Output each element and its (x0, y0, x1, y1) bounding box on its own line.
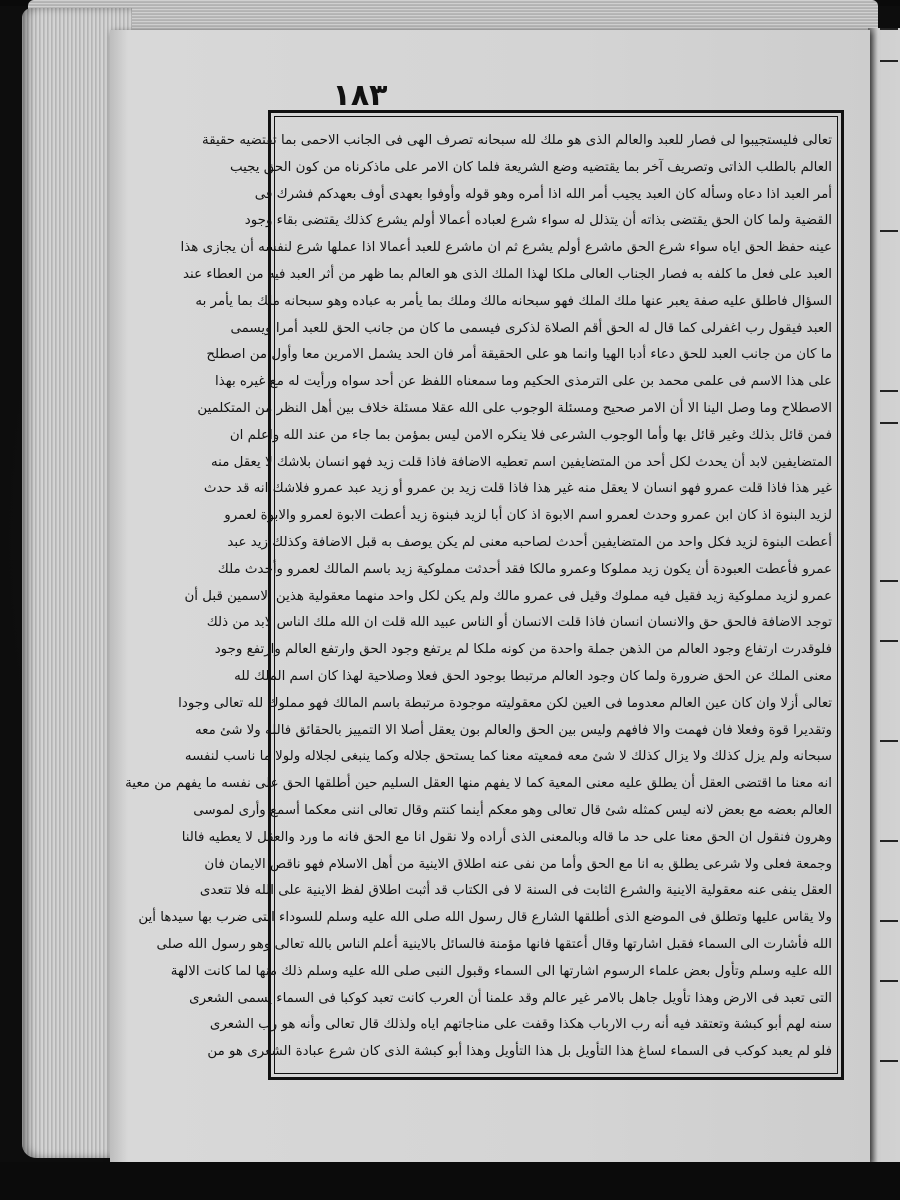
text-line: العالم بالطلب الذاتى وتصريف آخر بما يقتضيه وضع الشريعة فلما كان الامر على ماذكرناه من كون الحق يجيب (229, 159, 832, 175)
text-line: على هذا الاسم فى علمى محمد بن على الترمذى الحكيم وما سمعناه اللفظ عن أحد سواه ورأيت له مع غيره بهذا (215, 374, 832, 390)
text-line: العقل ينفى عنه معقولية الاينية والشرع الثابت فى السنة لا فى الكتاب قد أثبت اطلاق لفظ الاينية على الله فلا تتعدى (199, 883, 832, 899)
text-line: السؤال فاطلق عليه صفة يعبر عنها ملك الملك فهو سبحانه مالك وملك بما يأمر به عباده وهو سبحانه ملك بما يأمر به (195, 293, 832, 309)
text-line: الاصطلاح وما وصل الينا الا أن الامر صحيح ومسئلة الوجوب على الله عقلا مسئلة خلاف بين أهل النظر من المتكلمين (197, 401, 832, 416)
text-line: فلوقدرت ارتفاع وجود العالم من الذهن جملة واحدة من كونه ملكا لم يرتفع وجود الحق وارتفع العالم وارتفع وجود (214, 642, 832, 658)
book-top-edge (28, 0, 878, 30)
text-line: العالم بعضه مع بعض لانه ليس كمثله شئ قال تعالى وهو معكم أينما كنتم وقال تعالى اننى معكما أسمع وأرى لموسى (193, 803, 832, 818)
facing-page-mark (880, 230, 898, 232)
text-line: فلو لم يعبد كوكب فى السماء لساغ هذا التأويل بل هذا التأويل وهذا أبو كبشة الذى كان شرع عبادة الشعرى هو من (207, 1044, 832, 1060)
text-line: ما كان من جانب العبد للحق دعاء أدبا الهيا وانما هو على الحقيقة أمر فان الحد يشمل الامرين معا وأول من اصطلح (206, 347, 832, 363)
text-line: فمن قائل بذلك وغير قائل بها وأما الوجوب الشرعى فلا ينكره الامن ليس بمؤمن بما جاء من عند الله واعلم ان (229, 427, 832, 443)
scan-bottom-edge (0, 1162, 900, 1200)
text-line: وهرون فنقول ان الحق معنا على حد ما قاله وبالمعنى الذى أراده ولا نقول انا مع الحق فانه ما ورد والعقل لا يعطيه فالنا (181, 829, 832, 845)
text-line: ولا يقاس عليها وتطلق فى الموضع الذى أطلقها الشارع قال رسول الله صلى الله عليه وسلم للسوداء التى ضرب بها سيدها أين (138, 910, 832, 926)
text-line: أمر العبد اذا دعاه وسأله كان العبد يجيب أمر الله اذا أمره وهو قوله وأوفوا بعهدى أوف بعهدكم فشرك فى (254, 186, 832, 202)
facing-page-mark (880, 920, 898, 922)
facing-page-mark (880, 1060, 898, 1062)
text-line: سبحانه ولم يزل كذلك ولا يزال كذلك لا شئ معه فمعيته معنا كما يستحق جلاله وكما ينبغى لجلاله ولولا ما ناسب لنفسه (184, 749, 832, 765)
text-line: توجد الاضافة فالحق حق والانسان انسان فاذا قلت الانسان أو الناس عبيد الله قلت ان الله ملك الناس لابد من ذلك (206, 615, 832, 631)
text-line: الله عليه وسلم وتأول بعض علماء الرسوم اشارتها الى السماء وقبول النبى صلى الله عليه وسلم ذلك منها لما كانت الالهة (170, 963, 832, 979)
facing-page-mark (880, 28, 898, 30)
text-line: الله فأشارت الى السماء فقبل اشارتها وقال أعتقها فانها مؤمنة فالسائل بالاينية أعلم الناس بالله تعالى وهو رسول الله صلى (156, 937, 832, 952)
text-line: تعالى فليستجيبوا لى فصار للعبد والعالم الذى هو ملك لله سبحانه تصرف الهى فى الجانب الاحمى بما تقتضيه حقيقة (202, 133, 832, 148)
text-line: سنه لهم أبو كبشة وتعتقد فيه أنه رب الارباب هكذا وقفت على مناجاتهم اياه ولذلك قال تعالى وأنه هو رب الشعرى (209, 1017, 832, 1033)
text-line: لزيد البنوة اذ كان ابن عمرو وحدث لعمرو اسم الابوة اذ كان أبا لزيد فبنوة زيد أعطت الابوة لعمرو والابوة لعمرو (224, 508, 832, 524)
facing-page-mark (880, 740, 898, 742)
text-line: القضية ولما كان الحق يقتضى بذاته أن يتذلل له سواء شرع لعباده أعمالا أولم يشرع كذلك يقتضى بقاء وجود (244, 213, 832, 229)
facing-page-mark (880, 422, 898, 424)
text-line: المتضايفين لابد أن يحدث لكل أحد من المتضايفين اسم تعطيه الاضافة فاذا قلت زيد فهو انسان بلاشك لا يعقل منه (210, 454, 832, 470)
text-line: العبد فيقول رب اغفرلى كما قال له الحق أقم الصلاة لذكرى فيسمى ما كان من جانب الحق للعبد أمرا ويسمى (230, 320, 832, 336)
text-line: غير هذا فاذا قلت عمرو فهو انسان لا يعقل منه غير هذا فاذا قلت زيد بن عمرو أو زيد عبد عمرو فلاشك انه قد حدث (203, 481, 832, 497)
facing-page-text-marks (874, 20, 900, 1120)
text-line: العبد على فعل ما كلفه به فصار الجناب العالى ملكا لهذا الملك الذى هو العالم بما ظهر من أثر العبد فيه من العطاء عند (183, 267, 832, 282)
text-line: وجمعة فعلى ولا شرعى يطلق به انا مع الحق وأما من نفى عنه اطلاق الاينية من أهل الاسلام فهو ناقص الايمان فان (204, 856, 832, 872)
text-line: التى تعبد فى الارض وهذا تأويل جاهل بالامر غير عالم وقد علمنا أن العرب كانت تعبد كوكبا فى السماء يسمى الشعرى (189, 990, 832, 1006)
arabic-text-block (125, 122, 832, 1072)
text-line: عينه حفظ الحق اياه سواء شرع الحق ماشرع أولم يشرع ثم ان ماشرع للعبد أعمالا اذا عملها شرع لنفسه أن يجازى هذا (180, 240, 832, 256)
text-line: وتقديرا قوة وفعلا فان فهمت والا فافهم وليس بين الحق والعالم بون يعقل أصلا الا التمييز بالحقائق فالله ولا شئ معه (194, 722, 832, 738)
page-number: ۱۸۳ (332, 78, 388, 113)
text-line: معنى الملك عن الحق ضرورة ولما كان وجود العالم مرتبطا بوجود الحق فعلا وصلاحية لهذا كان اسم الملك لله (234, 669, 832, 684)
text-line: عمرو لزيد مملوكية زيد فقيل فيه مملوك وقيل فى عمرو مالك ولم يكن لكل واحد منهما معقولية هذين الاسمين قبل أن (184, 588, 832, 604)
text-line: أعطت البنوة لزيد فكل واحد من المتضايفين أحدث لصاحبه معنى لم يكن يوصف به قبل الاضافة وكذلك زيد عبد (227, 535, 832, 550)
facing-page-mark (880, 580, 898, 582)
facing-page-mark (880, 640, 898, 642)
facing-page-mark (880, 390, 898, 392)
text-line: تعالى أزلا وان كان عين العالم معدوما فى العين لكن معقوليته موجودة مرتبطة باسم المالك فهو مملوك لله تعالى وجودا (178, 695, 832, 711)
facing-page-mark (880, 840, 898, 842)
facing-page-mark (880, 980, 898, 982)
facing-page-mark (880, 60, 898, 62)
text-line: عمرو فأعطت العبودة أن يكون زيد مملوكا وعمرو مالكا فقد أحدثت مملوكية زيد باسم المالك لعمرو وأحدث ملك (217, 561, 832, 577)
text-line: انه معنا ما اقتضى العقل أن يطلق عليه معنى المعية كما لا يفهم منها العقل السليم حين أطلقها الحق على نفسه ما يفهم من معية (125, 776, 832, 792)
